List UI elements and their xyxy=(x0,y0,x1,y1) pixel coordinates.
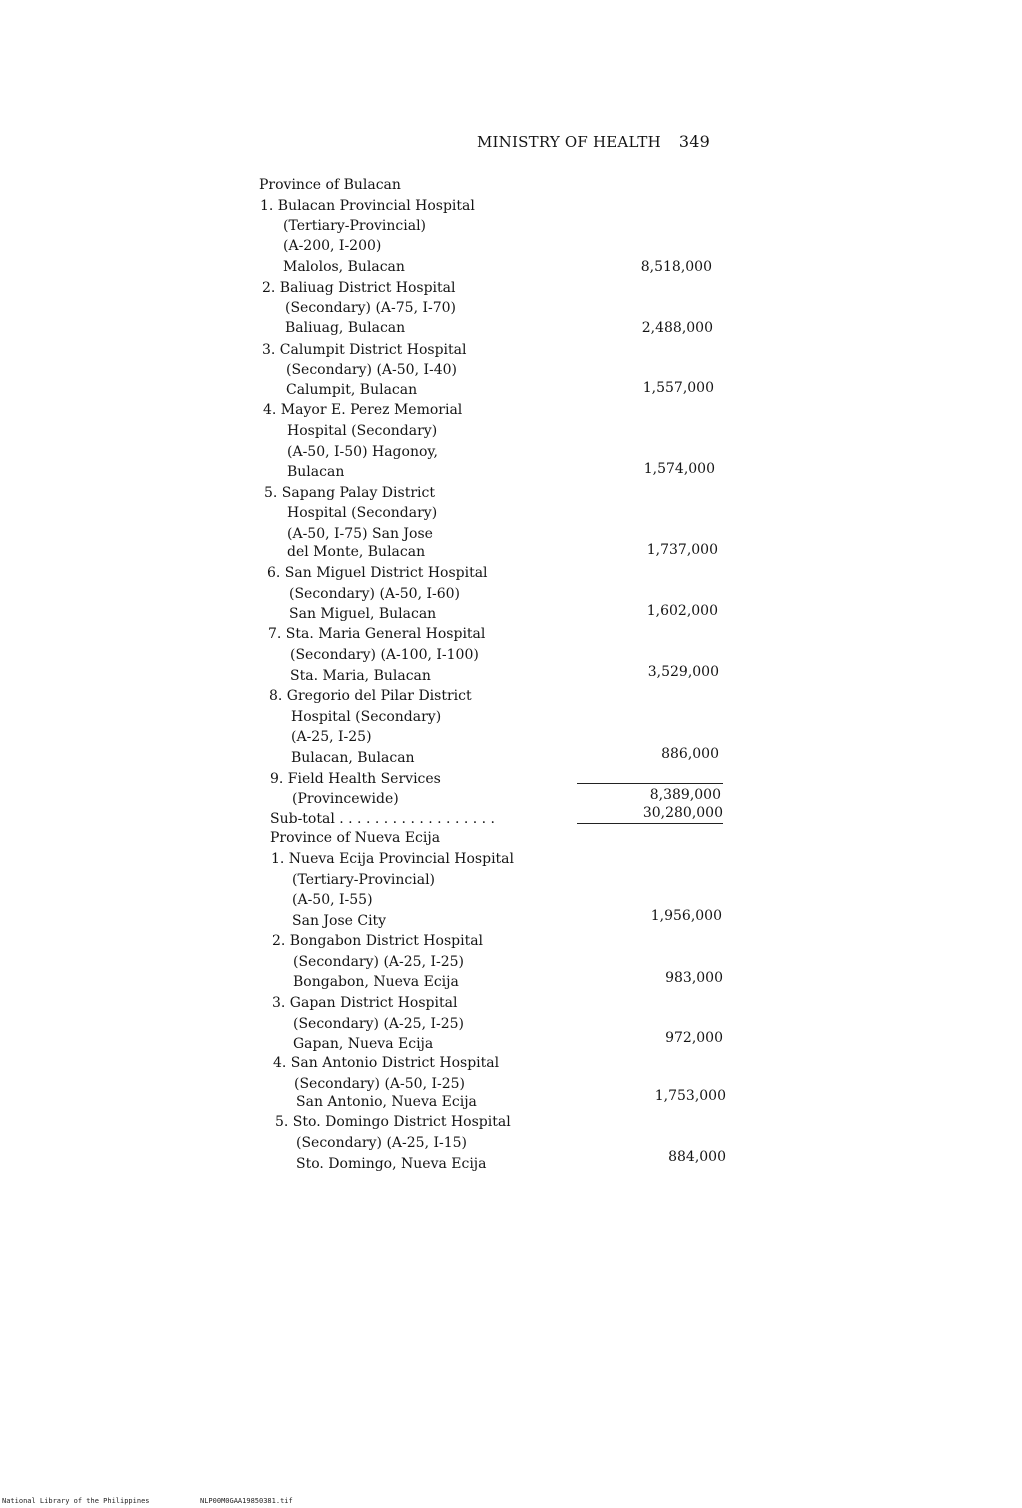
entry-amount: 1,737,000 xyxy=(646,542,718,558)
entry-line: (Secondary) (A-50, I-60) xyxy=(289,586,461,602)
entry-line: (A-50, I-55) xyxy=(292,892,373,908)
entry-amount: 884,000 xyxy=(668,1149,726,1165)
entry-line: 2. Bongabon District Hospital xyxy=(272,933,484,949)
entry-line: (Secondary) (A-100, I-100) xyxy=(290,647,479,663)
footer-library: National Library of the Philippines xyxy=(2,1497,150,1505)
entry-amount: 8,389,000 xyxy=(649,787,721,803)
footer-filename: NLP00M0GAA19850381.tif xyxy=(200,1497,293,1505)
entry-line: (Secondary) (A-25, I-25) xyxy=(293,954,465,970)
entry-line: 1. Bulacan Provincial Hospital xyxy=(260,198,475,214)
subtotal-label: Sub-total . . . . . . . . . . . . . . . . . . xyxy=(270,811,496,827)
entry-line: (Provincewide) xyxy=(292,791,399,807)
entry-amount: 1,956,000 xyxy=(650,908,722,924)
entry-line: 3. Gapan District Hospital xyxy=(272,995,458,1011)
entry-line: (Secondary) (A-50, I-25) xyxy=(294,1076,466,1092)
entry-line: San Miguel, Bulacan xyxy=(289,606,437,622)
page-number: 349 xyxy=(678,132,711,151)
entry-line: del Monte, Bulacan xyxy=(287,544,426,560)
entry-line: 4. Mayor E. Perez Memorial xyxy=(263,402,463,418)
entry-line: (Secondary) (A-50, I-40) xyxy=(286,362,458,378)
entry-line: (A-200, I-200) xyxy=(283,238,382,254)
entry-line: Calumpit, Bulacan xyxy=(286,382,418,398)
entry-line: (Secondary) (A-25, I-15) xyxy=(296,1135,468,1151)
entry-line: 5. Sto. Domingo District Hospital xyxy=(275,1114,511,1130)
entry-line: (Secondary) (A-25, I-25) xyxy=(293,1016,465,1032)
entry-line: Bongabon, Nueva Ecija xyxy=(293,974,459,990)
entry-line: Hospital (Secondary) xyxy=(287,423,438,439)
entry-amount: 983,000 xyxy=(665,970,723,986)
entry-line: Malolos, Bulacan xyxy=(283,259,405,275)
entry-line: Bulacan xyxy=(287,464,345,480)
subtotal-amount: 30,280,000 xyxy=(642,805,723,821)
entry-line: (Tertiary-Provincial) xyxy=(292,872,436,888)
entry-line: Bulacan, Bulacan xyxy=(291,750,415,766)
page-header xyxy=(477,132,710,151)
sum-rule-bottom xyxy=(577,823,723,824)
entry-line: 8. Gregorio del Pilar District xyxy=(269,688,472,704)
entry-line: 7. Sta. Maria General Hospital xyxy=(268,626,486,642)
entry-line: (A-50, I-50) Hagonoy, xyxy=(287,444,438,460)
page-title: MINISTRY OF HEALTH xyxy=(477,133,661,151)
entry-line: 6. San Miguel District Hospital xyxy=(267,565,488,581)
section-heading-bulacan: Province of Bulacan xyxy=(259,177,401,193)
entry-line: Gapan, Nueva Ecija xyxy=(293,1036,434,1052)
entry-amount: 1,602,000 xyxy=(646,603,718,619)
entry-amount: 972,000 xyxy=(665,1030,723,1046)
entry-line: Hospital (Secondary) xyxy=(287,505,438,521)
sum-rule-top xyxy=(577,783,723,784)
entry-amount: 3,529,000 xyxy=(647,664,719,680)
entry-line: (Tertiary-Provincial) xyxy=(283,218,427,234)
entry-amount: 886,000 xyxy=(661,746,719,762)
entry-line: Sta. Maria, Bulacan xyxy=(290,668,431,684)
entry-line: Sto. Domingo, Nueva Ecija xyxy=(296,1156,487,1172)
entry-line: (A-25, I-25) xyxy=(291,729,372,745)
entry-amount: 2,488,000 xyxy=(641,320,713,336)
entry-line: Hospital (Secondary) xyxy=(291,709,442,725)
entry-amount: 1,574,000 xyxy=(643,461,715,477)
entry-line: 4. San Antonio District Hospital xyxy=(273,1055,500,1071)
entry-amount: 1,753,000 xyxy=(654,1088,726,1104)
section-heading-nueva-ecija: Province of Nueva Ecija xyxy=(270,830,441,846)
entry-line: 2. Baliuag District Hospital xyxy=(262,280,456,296)
entry-line: San Antonio, Nueva Ecija xyxy=(296,1094,477,1110)
entry-line: 9. Field Health Services xyxy=(270,771,441,787)
entry-amount: 1,557,000 xyxy=(642,380,714,396)
entry-line: (A-50, I-75) San Jose xyxy=(287,526,433,542)
entry-amount: 8,518,000 xyxy=(640,259,712,275)
entry-line: Baliuag, Bulacan xyxy=(285,320,406,336)
entry-line: 1. Nueva Ecija Provincial Hospital xyxy=(271,851,514,867)
entry-line: (Secondary) (A-75, I-70) xyxy=(285,300,457,316)
entry-line: 3. Calumpit District Hospital xyxy=(262,342,467,358)
entry-line: 5. Sapang Palay District xyxy=(264,485,435,501)
entry-line: San Jose City xyxy=(292,913,387,929)
